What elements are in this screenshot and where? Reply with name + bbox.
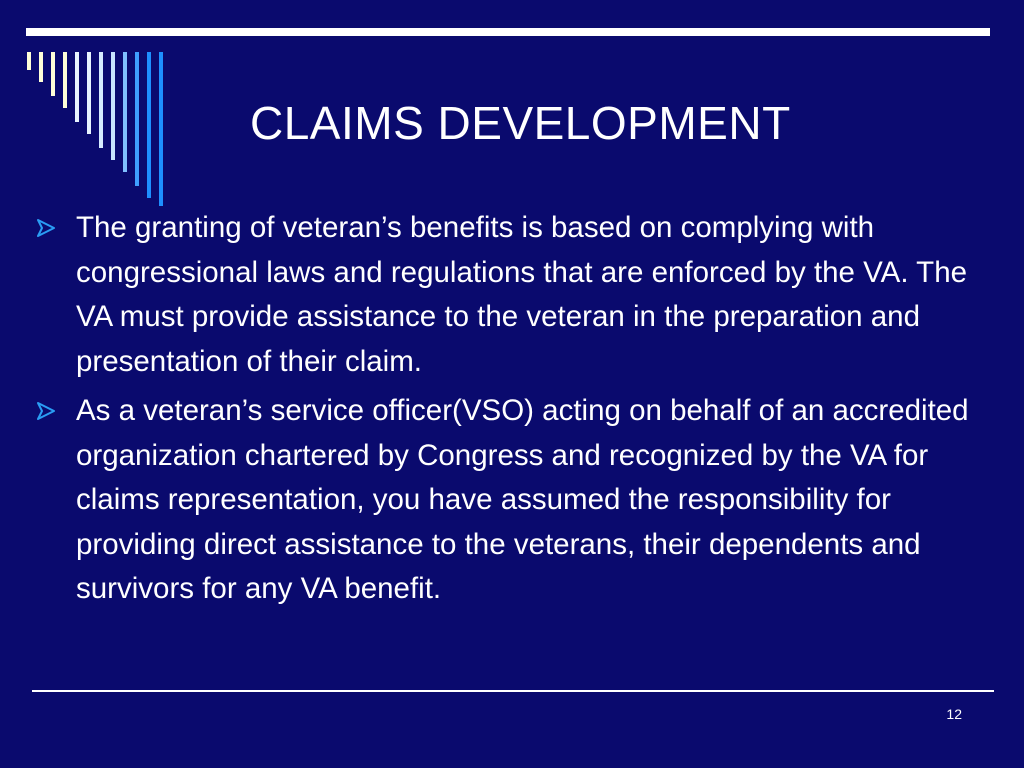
bullet-item xyxy=(36,389,986,612)
slide-title: CLAIMS DEVELOPMENT xyxy=(250,97,791,149)
bullet-list xyxy=(36,206,986,617)
stripe xyxy=(87,52,91,134)
stripe xyxy=(51,52,55,96)
stripe xyxy=(39,52,43,82)
bullet-text: As a veteran’s service officer(VSO) acting on behalf of an accredited organization chartered by Congress and recognized by the VA for claims representation, you have assumed the responsibility for providing direct assistance to the veterans, their dependents and survivors for any VA benefit. xyxy=(76,394,969,605)
stripe xyxy=(63,52,67,108)
stripe xyxy=(123,52,127,172)
stripe xyxy=(75,52,79,122)
bottom-rule xyxy=(32,690,994,692)
stripe xyxy=(135,52,139,186)
stripe xyxy=(111,52,115,160)
chevron-arrow-icon xyxy=(36,401,58,421)
chevron-arrow-icon xyxy=(36,218,58,238)
stripe xyxy=(159,52,163,206)
bullet-item xyxy=(36,206,986,384)
stripe xyxy=(147,52,151,198)
vertical-stripes-decoration xyxy=(0,0,180,220)
stripe xyxy=(99,52,103,148)
page-number: 12 xyxy=(946,706,962,722)
stripe xyxy=(27,52,31,70)
bullet-text: The granting of veteran’s benefits is based on complying with congressional laws and regulations that are enforced by the VA. The VA must provide assistance to the veteran in the preparation and presentation of their claim. xyxy=(76,211,968,378)
